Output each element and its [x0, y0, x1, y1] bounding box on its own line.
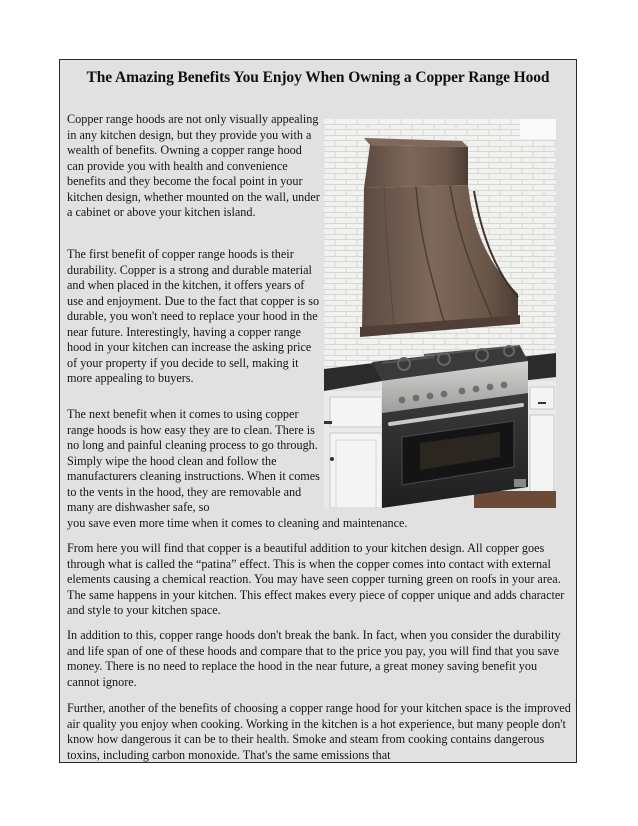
document-title: The Amazing Benefits You Enjoy When Owning a Copper Range Hood: [86, 69, 550, 86]
document-frame: [59, 59, 577, 763]
paragraph-cleaning: [67, 407, 408, 531]
paragraph-intro: Copper range hoods are not only visually appealing in any kitchen design, but they provide you with a wealth of benefits. Owning a copper range hood can provide you with health and convenience benefits and they become the focal point in your kitchen design, whether mounted on the wall, under a cabinet or above your kitchen island.: [67, 112, 320, 220]
cabinet-right: [526, 381, 556, 501]
stainless-range: [372, 346, 528, 508]
kitchen-copper-hood-photo: [324, 119, 556, 508]
paragraph-cleaning-text: The next benefit when it comes to using copper range hoods is how easy they are to clean. There is no long and painful cleaning process to go through. Simply wipe the hood clean and follow the manufacturers cleaning instructions. When it comes to the vents in the hood, they are removable and many are dishwasher safe, so: [67, 407, 320, 515]
paragraph-cleaning-last-line: you save even more time when it comes to cleaning and maintenance.: [67, 515, 408, 530]
paragraph-cost: In addition to this, copper range hoods don't break the bank. In fact, when you consider the durability and life span of one of these hoods and compare that to the price you pay, you will find that you save money. There is no need to replace the hood in the near future, a great money saving benefit you cannot ignore.: [67, 628, 561, 689]
paragraph-durability: The first benefit of copper range hoods is their durability. Copper is a strong and durable material and when placed in the kitchen, it offers years of use and enjoyment. Due to the fact that copper is so durable, you won't need to replace your hood in the near future. Interestingly, having a copper range hood in your kitchen can increase the asking price of your property if you decide to sell, making it more appealing to buyers.: [67, 247, 320, 386]
window-light: [520, 119, 556, 139]
paragraph-patina: From here you will find that copper is a beautiful addition to your kitchen design. All copper goes through what is called the “patina” effect. This is when the copper comes into contact with external elements causing a chemical reaction. You may have seen copper turning green on roofs in your area. The same happens in your kitchen. This effect makes every piece of copper unique and adds character and style to your kitchen space.: [67, 541, 565, 618]
cabinet-left: [324, 391, 388, 508]
paragraph-air-quality: Further, another of the benefits of choosing a copper range hood for your kitchen space is the improved air quality you enjoy when cooking. Working in the kitchen is a hot experience, but many people don't know how dangerous it can be to their health. Smoke and steam from cooking contains dangerous toxins, including carbon monoxide. That's the same emissions that: [67, 701, 571, 762]
wood-floor: [474, 491, 556, 508]
